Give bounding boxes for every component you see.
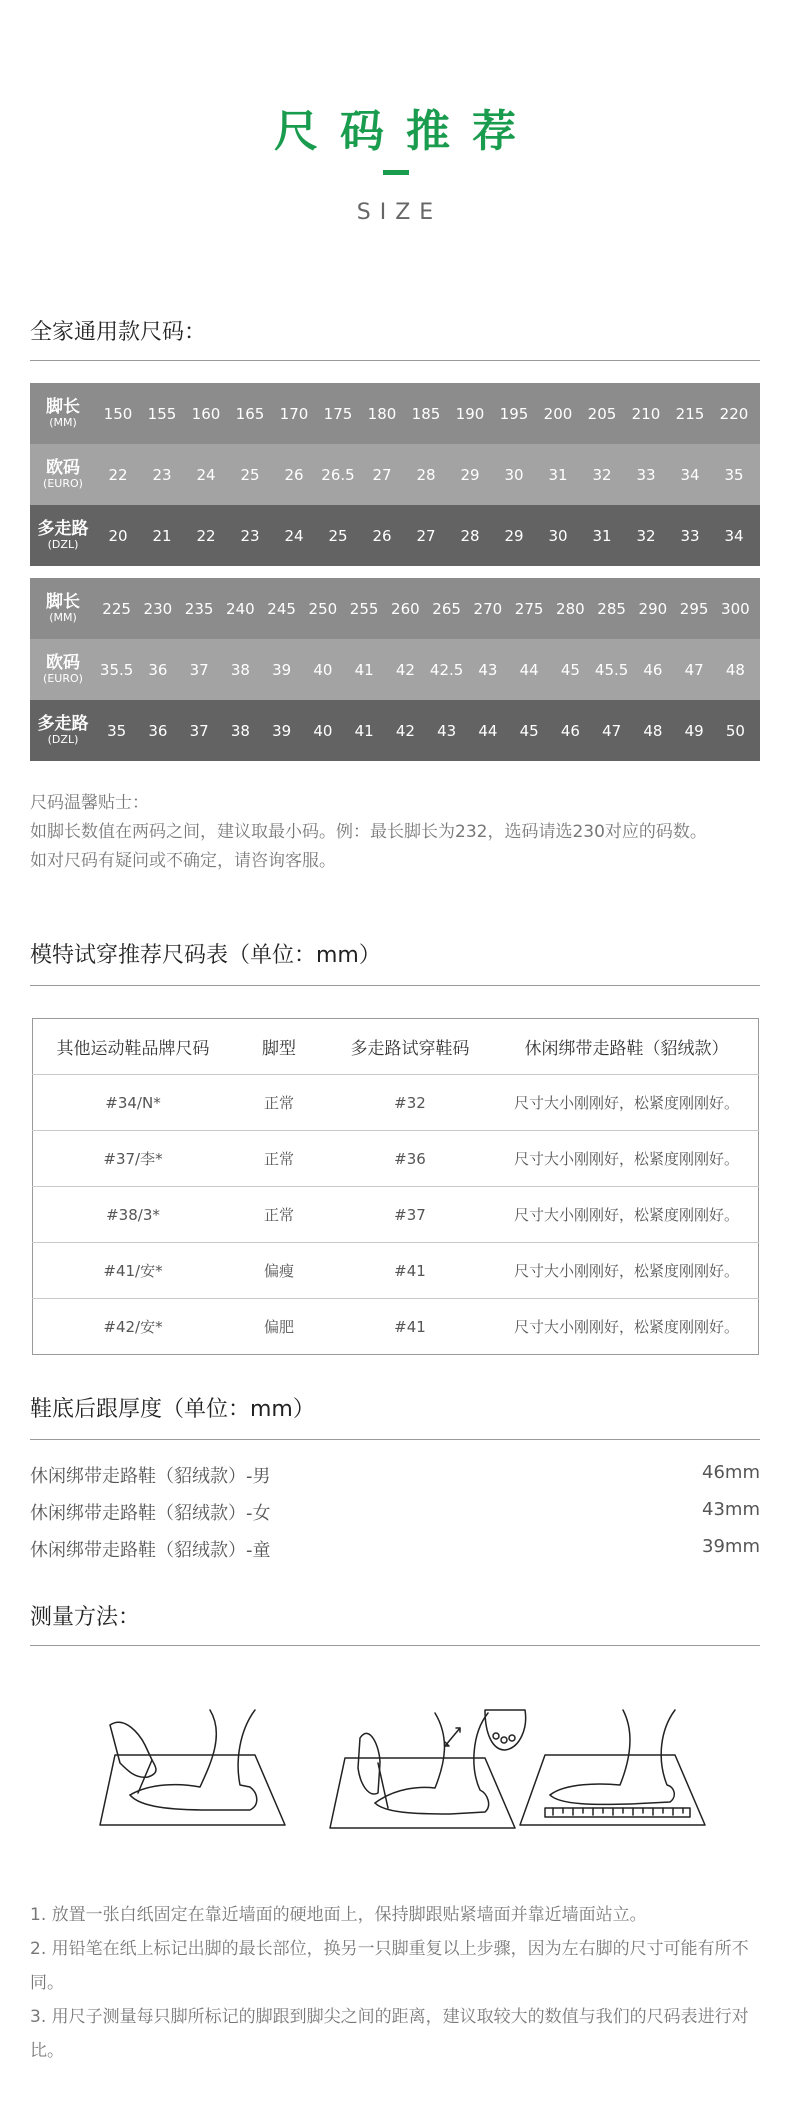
heel-value: 46mm bbox=[702, 1462, 760, 1483]
size-cell: 42 bbox=[395, 721, 415, 740]
tips-line: 如脚长数值在两码之间，建议取最小码。例：最长脚长为232，选码请选230对应的码数。 bbox=[30, 822, 707, 842]
table-cell: #38/3* bbox=[33, 1187, 234, 1243]
divider bbox=[30, 985, 760, 986]
size-cell: 290 bbox=[638, 599, 668, 618]
size-grid-2 bbox=[30, 578, 760, 761]
size-cell: 215 bbox=[675, 404, 705, 423]
table-cell: #42/安* bbox=[33, 1299, 234, 1355]
size-cell: 195 bbox=[499, 404, 529, 423]
heel-row bbox=[30, 1499, 760, 1525]
size-cell: 21 bbox=[152, 526, 172, 545]
euro-size-row bbox=[30, 639, 760, 700]
size-cell: 26.5 bbox=[321, 465, 355, 484]
size-cell: 26 bbox=[284, 465, 304, 484]
row-values bbox=[96, 405, 760, 423]
foot-length-row bbox=[30, 578, 760, 639]
size-cell: 32 bbox=[636, 526, 656, 545]
size-cell: 225 bbox=[102, 599, 131, 618]
size-cell: 190 bbox=[455, 404, 485, 423]
heel-heading: 鞋底后跟厚度（单位：mm） bbox=[30, 1397, 315, 1422]
size-cell: 27 bbox=[416, 526, 436, 545]
size-cell: 25 bbox=[328, 526, 348, 545]
row-label: 多走路 bbox=[37, 713, 89, 734]
table-row bbox=[33, 1187, 759, 1243]
size-cell: 48 bbox=[643, 721, 663, 740]
measure-illustration-3 bbox=[515, 1705, 710, 1830]
dzl-size-row bbox=[30, 700, 760, 761]
size-cell: 230 bbox=[143, 599, 173, 618]
measure-illustration-2 bbox=[320, 1708, 530, 1833]
size-cell: 46 bbox=[560, 721, 580, 740]
size-cell: 33 bbox=[680, 526, 700, 545]
table-cell: 偏瘦 bbox=[233, 1243, 325, 1299]
table-header-row bbox=[33, 1019, 759, 1075]
table-cell: #36 bbox=[325, 1131, 495, 1187]
row-label-unit: (DZL) bbox=[47, 732, 79, 746]
title-accent-bar bbox=[383, 170, 409, 175]
row-label-unit: (EURO) bbox=[43, 671, 83, 685]
heel-name: 休闲绑带走路鞋（貂绒款）-童 bbox=[30, 1540, 271, 1561]
size-cell: 155 bbox=[147, 404, 177, 423]
size-cell: 175 bbox=[323, 404, 353, 423]
size-cell: 200 bbox=[543, 404, 573, 423]
size-cell: 48 bbox=[725, 660, 745, 679]
heel-value: 39mm bbox=[702, 1536, 760, 1557]
tips-line: 如对尺码有疑问或不确定，请咨询客服。 bbox=[30, 851, 336, 871]
size-cell: 220 bbox=[719, 404, 749, 423]
column-header: 其他运动鞋品牌尺码 bbox=[56, 1039, 210, 1059]
size-cell: 30 bbox=[504, 465, 524, 484]
size-cell: 38 bbox=[230, 660, 250, 679]
model-size-heading: 模特试穿推荐尺码表（单位：mm） bbox=[30, 943, 381, 968]
size-cell: 37 bbox=[189, 660, 209, 679]
size-cell: 28 bbox=[416, 465, 436, 484]
column-header: 休闲绑带走路鞋（貂绒款） bbox=[524, 1039, 729, 1059]
measure-steps bbox=[30, 1898, 765, 2068]
table-cell: 尺寸大小刚刚好，松紧度刚刚好。 bbox=[495, 1299, 759, 1355]
heel-name: 休闲绑带走路鞋（貂绒款）-男 bbox=[30, 1466, 271, 1487]
measure-heading: 测量方法： bbox=[30, 1605, 141, 1630]
heel-value: 43mm bbox=[702, 1499, 760, 1520]
size-cell: 26 bbox=[372, 526, 392, 545]
divider bbox=[30, 360, 760, 361]
page-title: 尺码推荐 bbox=[274, 106, 538, 157]
table-cell: #32 bbox=[325, 1075, 495, 1131]
row-values bbox=[96, 600, 760, 618]
size-cell: 40 bbox=[313, 660, 333, 679]
measure-illustration-1 bbox=[90, 1705, 290, 1830]
size-cell: 245 bbox=[267, 599, 296, 618]
size-cell: 50 bbox=[725, 721, 745, 740]
row-label: 多走路 bbox=[37, 518, 89, 539]
general-size-heading: 全家通用款尺码： bbox=[30, 320, 207, 345]
size-cell: 29 bbox=[504, 526, 524, 545]
size-cell: 39 bbox=[272, 721, 292, 740]
size-cell: 24 bbox=[196, 465, 216, 484]
size-cell: 295 bbox=[679, 599, 709, 618]
size-cell: 37 bbox=[189, 721, 209, 740]
table-cell: 尺寸大小刚刚好，松紧度刚刚好。 bbox=[495, 1131, 759, 1187]
table-cell: 正常 bbox=[233, 1187, 325, 1243]
table-cell: 尺寸大小刚刚好，松紧度刚刚好。 bbox=[495, 1243, 759, 1299]
size-cell: 165 bbox=[235, 404, 265, 423]
row-label-unit: (MM) bbox=[49, 610, 77, 624]
size-cell: 49 bbox=[684, 721, 704, 740]
row-label-unit: (DZL) bbox=[47, 537, 79, 551]
row-values bbox=[96, 466, 760, 484]
size-cell: 29 bbox=[460, 465, 480, 484]
size-cell: 27 bbox=[372, 465, 392, 484]
table-cell: 正常 bbox=[233, 1131, 325, 1187]
size-cell: 41 bbox=[354, 660, 374, 679]
size-cell: 40 bbox=[313, 721, 333, 740]
size-cell: 47 bbox=[684, 660, 704, 679]
model-size-table bbox=[32, 1018, 759, 1355]
size-cell: 42.5 bbox=[429, 660, 464, 679]
size-cell: 23 bbox=[240, 526, 260, 545]
size-cell: 160 bbox=[191, 404, 221, 423]
size-cell: 42 bbox=[395, 660, 415, 679]
table-cell: #37 bbox=[325, 1187, 495, 1243]
table-cell: #41 bbox=[325, 1243, 495, 1299]
size-cell: 255 bbox=[349, 599, 379, 618]
size-cell: 20 bbox=[108, 526, 128, 545]
size-cell: 45 bbox=[519, 721, 539, 740]
size-cell: 35.5 bbox=[99, 660, 134, 679]
size-cell: 45 bbox=[560, 660, 580, 679]
size-cell: 33 bbox=[636, 465, 656, 484]
measure-step: 3. 用尺子测量每只脚所标记的脚跟到脚尖之间的距离，建议取较大的数值与我们的尺码表进行对比。 bbox=[30, 2007, 749, 2061]
table-cell: #34/N* bbox=[33, 1075, 234, 1131]
size-cell: 210 bbox=[631, 404, 661, 423]
table-row bbox=[33, 1243, 759, 1299]
tips-title: 尺码温馨贴士： bbox=[30, 793, 149, 813]
table-cell: #37/李* bbox=[33, 1131, 234, 1187]
table-row bbox=[33, 1131, 759, 1187]
size-cell: 36 bbox=[148, 660, 168, 679]
size-cell: 43 bbox=[437, 721, 457, 740]
size-cell: 34 bbox=[724, 526, 744, 545]
size-cell: 150 bbox=[103, 404, 133, 423]
size-cell: 280 bbox=[556, 599, 585, 618]
size-cell: 275 bbox=[514, 599, 544, 618]
size-cell: 22 bbox=[196, 526, 216, 545]
size-cell: 25 bbox=[240, 465, 260, 484]
size-cell: 24 bbox=[284, 526, 304, 545]
size-cell: 35 bbox=[107, 721, 127, 740]
euro-size-row bbox=[30, 444, 760, 505]
table-row bbox=[33, 1075, 759, 1131]
row-label: 脚长 bbox=[46, 396, 80, 417]
size-cell: 47 bbox=[602, 721, 622, 740]
size-grid-1 bbox=[30, 383, 760, 566]
size-cell: 44 bbox=[478, 721, 498, 740]
heel-row bbox=[30, 1462, 760, 1488]
size-cell: 285 bbox=[597, 599, 626, 618]
size-cell: 170 bbox=[279, 404, 309, 423]
heel-row bbox=[30, 1536, 760, 1562]
size-cell: 180 bbox=[367, 404, 397, 423]
page-subtitle: SIZE bbox=[356, 200, 443, 225]
table-cell: #41 bbox=[325, 1299, 495, 1355]
size-cell: 36 bbox=[148, 721, 168, 740]
row-label-unit: (MM) bbox=[49, 415, 77, 429]
table-row bbox=[33, 1299, 759, 1355]
foot-length-row bbox=[30, 383, 760, 444]
size-cell: 260 bbox=[391, 599, 420, 618]
size-cell: 235 bbox=[184, 599, 214, 618]
size-cell: 35 bbox=[724, 465, 744, 484]
table-cell: 尺寸大小刚刚好，松紧度刚刚好。 bbox=[495, 1075, 759, 1131]
size-cell: 34 bbox=[680, 465, 700, 484]
column-header: 脚型 bbox=[262, 1039, 296, 1059]
size-cell: 22 bbox=[108, 465, 128, 484]
heel-name: 休闲绑带走路鞋（貂绒款）-女 bbox=[30, 1503, 271, 1524]
size-cell: 41 bbox=[354, 721, 374, 740]
row-label: 欧码 bbox=[46, 457, 80, 478]
size-cell: 31 bbox=[592, 526, 612, 545]
size-cell: 38 bbox=[230, 721, 250, 740]
table-cell: 偏肥 bbox=[233, 1299, 325, 1355]
column-header: 多走路试穿鞋码 bbox=[350, 1039, 470, 1059]
size-cell: 300 bbox=[721, 599, 750, 618]
size-cell: 31 bbox=[548, 465, 568, 484]
row-label: 脚长 bbox=[46, 591, 80, 612]
size-cell: 23 bbox=[152, 465, 172, 484]
divider bbox=[30, 1645, 760, 1646]
size-cell: 46 bbox=[643, 660, 663, 679]
size-cell: 45.5 bbox=[594, 660, 629, 679]
size-cell: 265 bbox=[432, 599, 461, 618]
size-cell: 39 bbox=[272, 660, 292, 679]
size-cell: 44 bbox=[519, 660, 539, 679]
size-cell: 30 bbox=[548, 526, 568, 545]
size-cell: 185 bbox=[411, 404, 441, 423]
table-cell: 正常 bbox=[233, 1075, 325, 1131]
dzl-size-row bbox=[30, 505, 760, 566]
row-values bbox=[96, 722, 760, 740]
table-cell: #41/安* bbox=[33, 1243, 234, 1299]
table-cell: 尺寸大小刚刚好，松紧度刚刚好。 bbox=[495, 1187, 759, 1243]
size-cell: 43 bbox=[478, 660, 498, 679]
size-cell: 240 bbox=[226, 599, 255, 618]
size-cell: 270 bbox=[473, 599, 503, 618]
row-values bbox=[96, 527, 760, 545]
size-cell: 205 bbox=[587, 404, 617, 423]
measure-step: 2. 用铅笔在纸上标记出脚的最长部位，换另一只脚重复以上步骤，因为左右脚的尺寸可能有所不同。 bbox=[30, 1939, 749, 1993]
row-values bbox=[96, 661, 760, 679]
size-cell: 250 bbox=[308, 599, 338, 618]
row-label-unit: (EURO) bbox=[43, 476, 83, 490]
size-cell: 32 bbox=[592, 465, 612, 484]
size-tips bbox=[30, 789, 765, 876]
size-cell: 28 bbox=[460, 526, 480, 545]
row-label: 欧码 bbox=[46, 652, 80, 673]
measure-step: 1. 放置一张白纸固定在靠近墙面的硬地面上，保持脚跟贴紧墙面并靠近墙面站立。 bbox=[30, 1905, 647, 1925]
divider bbox=[30, 1439, 760, 1440]
